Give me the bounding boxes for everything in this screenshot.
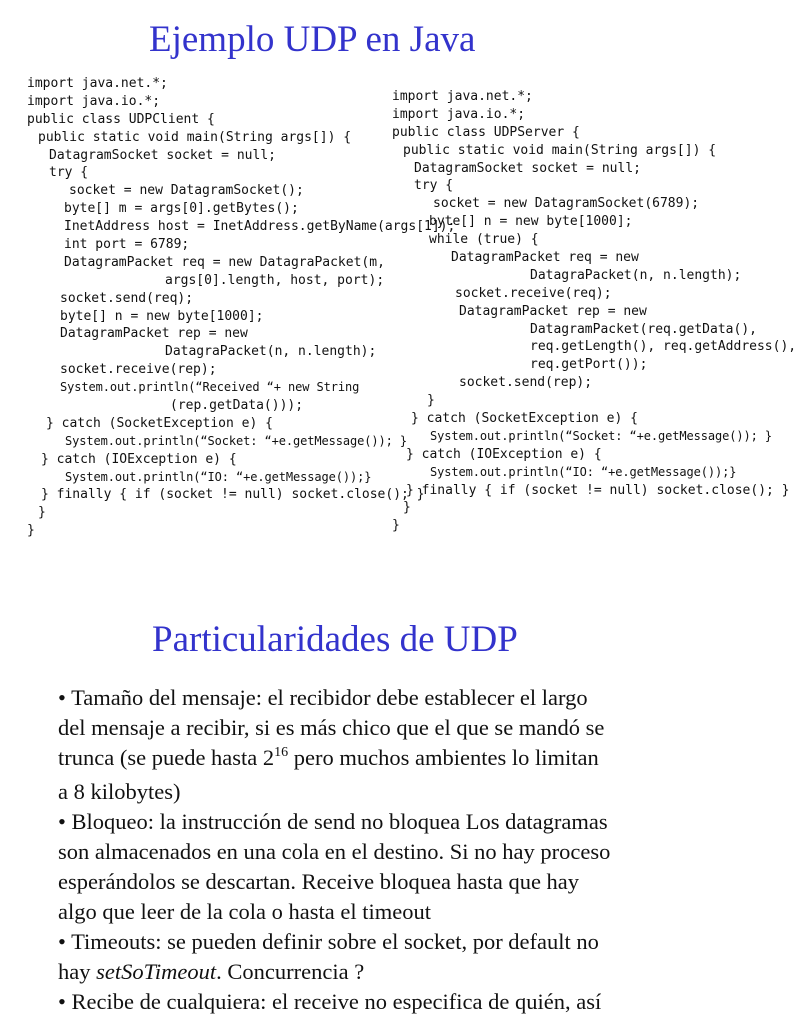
code-line: System.out.println(“Socket: “+e.getMessage()); } — [430, 428, 772, 443]
code-line: DatagramPacket(req.getData(), — [530, 321, 757, 337]
bullet-text-line — [58, 987, 738, 1017]
code-line: socket.send(rep); — [459, 375, 593, 391]
code-line: } — [403, 500, 411, 516]
code-line: DatagramPacket rep = new — [60, 326, 248, 342]
text-segment: • Recibe de cualquiera: el receive no especifica de quién, así — [58, 989, 602, 1014]
code-line: DatagraPacket(n, n.length); — [165, 344, 377, 360]
bullet-text-line — [58, 807, 738, 837]
code-line: byte[] m = args[0].getBytes(); — [64, 201, 299, 217]
slide-title: Ejemplo UDP en Java — [149, 19, 476, 60]
bullet-text-line — [58, 713, 738, 743]
code-line: DatagramPacket req = new DatagraPacket(m, — [64, 254, 385, 270]
text-segment: trunca (se puede hasta 2 — [58, 745, 275, 770]
code-line: import java.io.*; — [392, 106, 526, 122]
superscript: 16 — [274, 745, 289, 760]
code-line: (rep.getData())); — [170, 398, 304, 414]
code-line: } — [27, 523, 35, 539]
italic-term: setSoTimeout — [96, 959, 217, 984]
text-segment: • Timeouts: se pueden definir sobre el socket, por default no — [58, 929, 599, 954]
code-line: int port = 6789; — [64, 237, 190, 253]
code-line: args[0].length, host, port); — [165, 272, 385, 288]
code-line: } catch (SocketException e) { — [46, 415, 273, 431]
text-segment: esperándolos se descartan. Receive bloquea hasta que hay — [58, 869, 580, 894]
code-line: import java.io.*; — [27, 93, 161, 109]
code-line: DatagramSocket socket = null; — [414, 160, 641, 176]
code-line: DatagraPacket(n, n.length); — [530, 267, 742, 283]
code-line: try { — [414, 178, 454, 194]
code-line: socket.receive(rep); — [60, 362, 217, 378]
bullet-text-line — [58, 777, 738, 807]
code-line: System.out.println(“IO: “+e.getMessage());} — [65, 469, 372, 484]
text-segment: . Concurrencia ? — [216, 959, 365, 984]
code-line: public class UDPServer { — [392, 124, 580, 140]
code-line: System.out.println(“Socket: “+e.getMessage()); } — [65, 433, 407, 448]
bullet-text-line — [58, 837, 738, 867]
code-line: import java.net.*; — [392, 89, 533, 104]
code-line: socket = new DatagramSocket(6789); — [433, 196, 700, 212]
code-line: System.out.println(“IO: “+e.getMessage());} — [430, 464, 737, 479]
code-line: byte[] n = new byte[1000]; — [429, 214, 633, 230]
code-line: } catch (IOException e) { — [406, 446, 602, 462]
code-line: req.getLength(), req.getAddress(), — [530, 339, 796, 355]
code-line: InetAddress host = InetAddress.getByName(args[1]); — [64, 219, 456, 235]
code-line: } catch (IOException e) { — [41, 451, 237, 467]
code-line: } — [38, 505, 46, 521]
code-line: while (true) { — [429, 232, 539, 248]
code-line: DatagramPacket req = new — [451, 250, 639, 266]
text-segment: son almacenados en una cola en el destino. Si no hay proceso — [58, 839, 611, 864]
code-line: DatagramPacket rep = new — [459, 303, 647, 319]
code-line: socket = new DatagramSocket(); — [69, 183, 304, 199]
code-line: try { — [49, 165, 89, 181]
code-line: import java.net.*; — [27, 76, 168, 91]
code-line: DatagramSocket socket = null; — [49, 147, 276, 163]
bullet-text-line — [58, 927, 738, 957]
text-segment: pero muchos ambientes lo limitan — [288, 745, 599, 770]
slide-title: Particularidades de UDP — [152, 619, 518, 660]
bullet-text-line — [58, 683, 738, 713]
bullet-text-line — [58, 897, 738, 927]
text-segment: del mensaje a recibir, si es más chico que el que se mandó se — [58, 715, 605, 740]
text-segment: algo que leer de la cola o hasta el timeout — [58, 899, 431, 924]
code-line: } — [427, 393, 435, 409]
text-segment: • Tamaño del mensaje: el recibidor debe establecer el largo — [58, 685, 588, 710]
code-line: } — [392, 518, 400, 534]
bullet-text-line — [58, 743, 738, 777]
code-line: } finally { if (socket != null) socket.close(); } — [406, 482, 790, 498]
code-line: public class UDPClient { — [27, 111, 215, 127]
text-segment: • Bloqueo: la instrucción de send no bloquea Los datagramas — [58, 809, 608, 834]
code-line: req.getPort()); — [530, 357, 648, 373]
text-segment: a 8 kilobytes) — [58, 779, 181, 804]
bullet-text-line — [58, 867, 738, 897]
text-segment: hay — [58, 959, 97, 984]
code-line: socket.send(req); — [60, 290, 194, 306]
code-line: byte[] n = new byte[1000]; — [60, 308, 264, 324]
code-line: } finally { if (socket != null) socket.close(); } — [41, 487, 425, 503]
code-line: socket.receive(req); — [455, 285, 612, 301]
bullet-list — [58, 683, 738, 1017]
udp-server-code — [392, 88, 796, 535]
code-line: public static void main(String args[]) { — [403, 142, 717, 158]
code-line: System.out.println(“Received “+ new String — [60, 380, 360, 395]
code-line: } catch (SocketException e) { — [411, 411, 638, 427]
code-line: public static void main(String args[]) { — [38, 129, 352, 145]
bullet-text-line — [58, 957, 738, 987]
